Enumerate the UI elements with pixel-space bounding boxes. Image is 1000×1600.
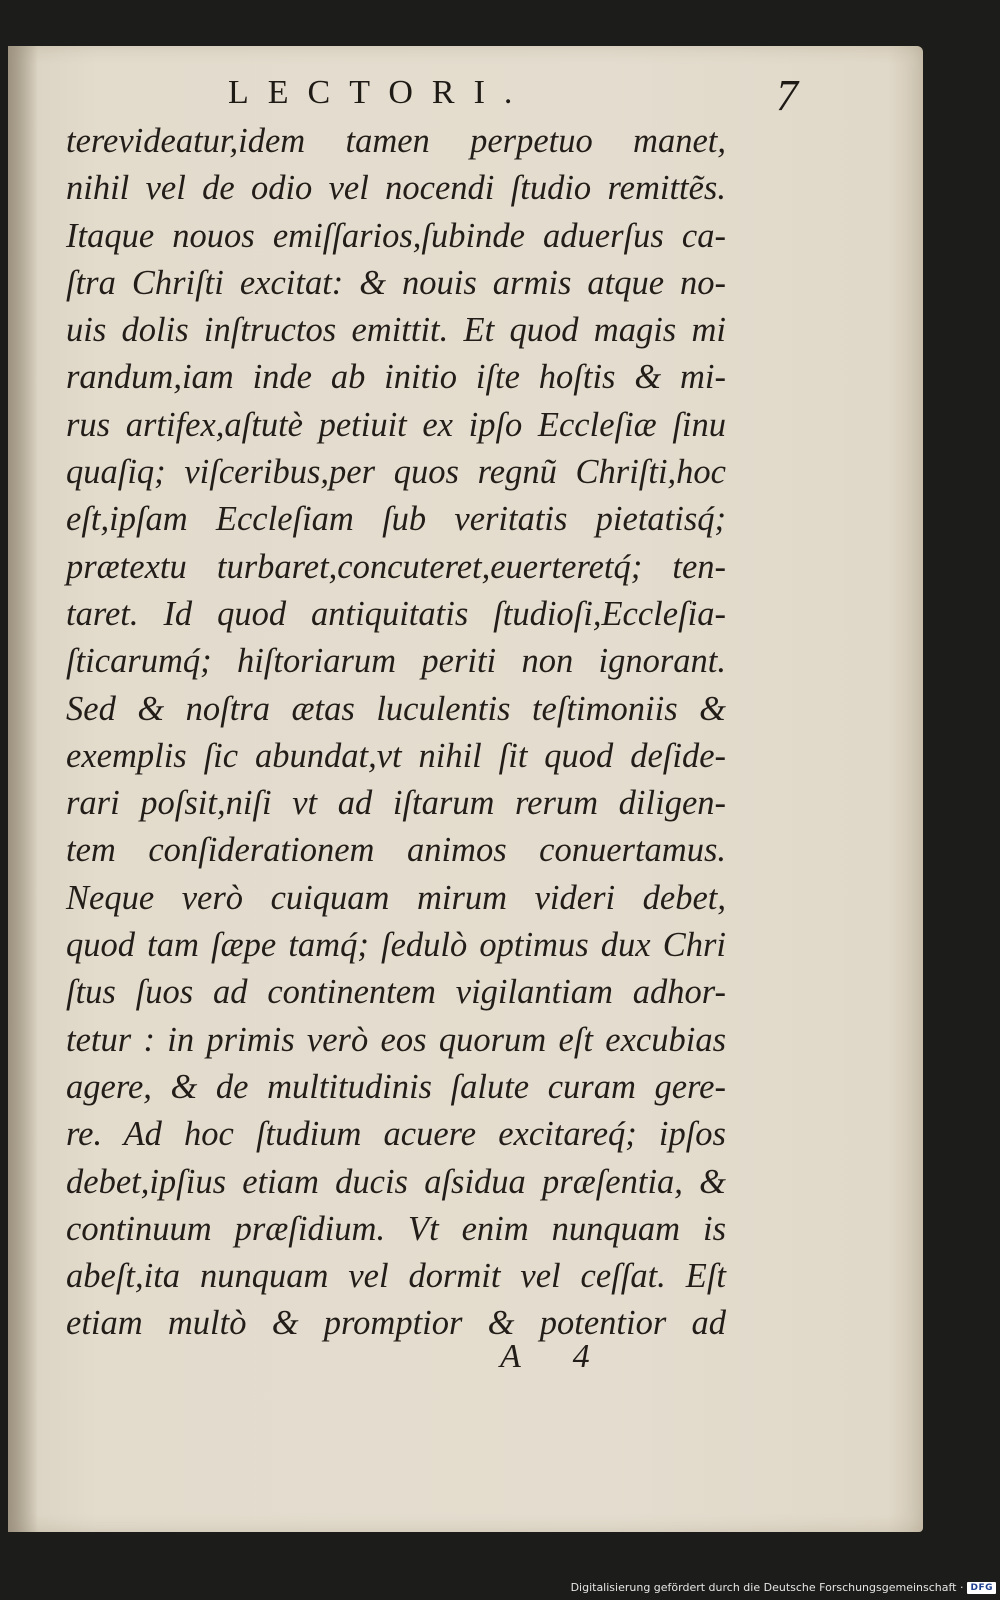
text-line: debet,ipſius etiam ducis aſsidua præſentia, &: [66, 1162, 726, 1201]
text-line: continuum præſidium. Vt enim nunquam is: [66, 1209, 726, 1248]
text-line: tem conſiderationem animos conuertamus.: [66, 831, 726, 870]
running-head: [228, 71, 798, 122]
text-line: prætextu turbaret,concuteret,euerteretq́; ten-: [66, 547, 726, 586]
text-line: etiam multò & promptior & potentior ad: [66, 1304, 726, 1343]
text-line: nihil vel de odio vel nocendi ſtudio remittẽs.: [66, 169, 726, 208]
running-head-title: LECTORI.: [228, 74, 532, 111]
text-line: agere, & de multitudinis ſalute curam gere-: [66, 1067, 726, 1106]
text-line: ſtus ſuos ad continentem vigilantiam adhor-: [66, 973, 726, 1012]
text-line: exemplis ſic abundat,vt nihil ſit quod deſide-: [66, 736, 726, 775]
text-line: rari poſsit,niſi vt ad iſtarum rerum diligen-: [66, 784, 726, 823]
digitization-credit: [571, 1581, 996, 1594]
text-line: terevideatur,idem tamen perpetuo manet,: [66, 122, 726, 160]
text-line: Sed & noſtra ætas luculentis teſtimoniis &: [66, 689, 726, 728]
signature-mark: A 4: [500, 1338, 612, 1375]
text-line: uis dolis inſtructos emittit. Et quod magis mi: [66, 311, 726, 350]
text-line: rus artifex,aſtutè petiuit ex ipſo Eccleſiæ ſinu: [66, 405, 726, 444]
text-line: abeſt,ita nunquam vel dormit vel ceſſat. Eſt: [66, 1257, 726, 1296]
text-line: ſticarumq́; hiſtoriarum periti non ignorant.: [66, 642, 726, 681]
text-line: quaſiq; viſceribus,per quos regnũ Chriſti,hoc: [66, 453, 726, 492]
page-number: 7: [776, 71, 798, 120]
text-line: Neque verò cuiquam mirum videri debet,: [66, 878, 726, 917]
text-line: eſt,ipſam Eccleſiam ſub veritatis pietatisq́;: [66, 500, 726, 539]
text-line: quod tam ſæpe tamq́; ſedulò optimus dux Chri: [66, 926, 726, 965]
text-line: Itaque nouos emiſſarios,ſubinde aduerſus ca-: [66, 216, 726, 255]
text-line: re. Ad hoc ſtudium acuere excitareq́; ipſos: [66, 1115, 726, 1154]
credit-text: Digitalisierung gefördert durch die Deutsche Forschungsgemeinschaft ·: [570, 1581, 964, 1594]
dfg-logo: DFG: [967, 1582, 996, 1594]
text-line: taret. Id quod antiquitatis ſtudioſi,Eccleſia-: [66, 594, 726, 633]
text-line: tetur : in primis verò eos quorum eſt excubias: [66, 1020, 726, 1059]
body-text: [66, 118, 726, 1348]
page-gutter-shadow: [8, 46, 38, 1532]
text-line: randum,iam inde ab initio iſte hoſtis & mi-: [66, 358, 726, 397]
text-line: ſtra Chriſti excitat: & nouis armis atque no-: [66, 263, 726, 302]
